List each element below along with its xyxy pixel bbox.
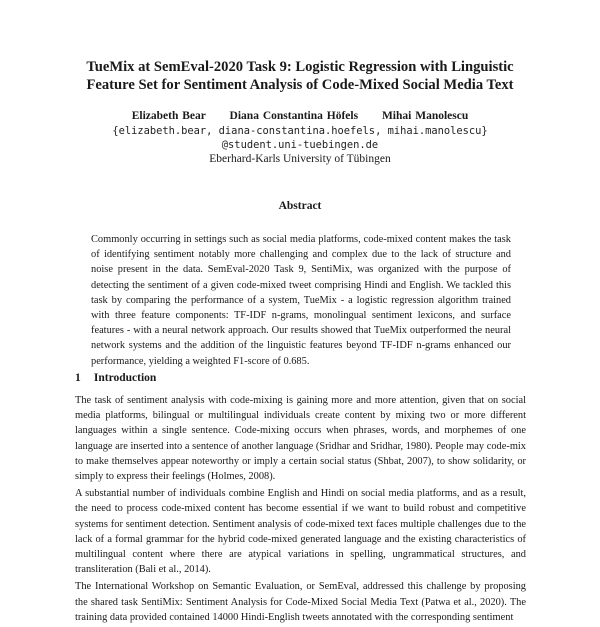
section-number: 1 bbox=[75, 372, 81, 384]
author-name: Elizabeth Bear bbox=[131, 110, 206, 122]
author-name: Diana Constantina Höfels bbox=[229, 110, 359, 122]
paper-title bbox=[60, 58, 540, 94]
section-heading-introduction bbox=[75, 372, 156, 384]
paragraph: The International Workshop on Semantic Evaluation, or SemEval, addressed this challenge by proposing the shared task SentiMix: Sentiment Analysis for Code-Mixed Social Media Text (Patwa et al., 2020). The training data provided contained 14000 Hindi-English tweets annotated with the corresponding sentiment bbox=[75, 581, 526, 623]
author-emails bbox=[60, 124, 540, 152]
paragraph: The task of sentiment analysis with code-mixing is gaining more and more attention, given that on social media platforms, bilingual or multilingual individuals create content by mixing two or more different languages within a single sentence. Code-mixing occurs when phrases, words, and morphemes of one language are inserted into a sentence of another language (Sridhar and Sridhar, 1980). People may code-mix to make themselves appear noteworthy or imply a certain social status (Shbat, 2007), to show solidarity, or simply to express their feelings (Holmes, 2008). bbox=[75, 395, 526, 483]
emails-line-1: {elizabeth.bear, diana-constantina.hoefels, mihai.manolescu} bbox=[112, 125, 488, 137]
abstract-heading: Abstract bbox=[278, 200, 322, 212]
paper-title-line-1: TueMix at SemEval-2020 Task 9: Logistic Regression with Linguistic bbox=[86, 59, 514, 75]
introduction-body bbox=[75, 393, 526, 627]
author-list bbox=[60, 110, 540, 122]
paragraph: A substantial number of individuals combine English and Hindi on social media platforms, and as a result, the need to process code-mixed content has become essential if we want to build robust and competitive systems for sentiment detection. Sentiment analysis of code-mixed text faces multiple challenges due to the lack of a formal grammar for the hybrid code-mixed generated language and the existing characteristics of multilingual content where there are atypical variations in spelling, ungrammatical structures, and transliteration (Bali et al., 2014). bbox=[75, 488, 526, 576]
section-title: Introduction bbox=[93, 372, 157, 384]
abstract-text: Commonly occurring in settings such as social media platforms, code-mixed content makes the task of identifying sentiment notably more challenging and complex due to the lack of structure and noise present in the data. SemEval-2020 Task 9, SentiMix, was organized with the purpose of detecting the sentiment of a given code-mixed tweet comprising Hindi and English. We tackled this task by comparing the performance of a system, TueMix - a logistic regression algorithm trained with three feature components: TF-IDF n-grams, monolingual sentiment lexicons, and surface features - with a neural network approach. Our results showed that TueMix outperformed the neural network systems and the addition of the linguistic features beyond TF-IDF n-grams enhanced our performance, yielding a weighted F1-score of 0.685. bbox=[91, 234, 511, 367]
paper-title-line-2: Feature Set for Sentiment Analysis of Code-Mixed Social Media Text bbox=[86, 77, 514, 93]
affiliation: Eberhard-Karls University of Tübingen bbox=[209, 153, 391, 165]
emails-line-2: @student.uni-tuebingen.de bbox=[221, 139, 379, 151]
author-name: Mihai Manolescu bbox=[381, 110, 469, 122]
